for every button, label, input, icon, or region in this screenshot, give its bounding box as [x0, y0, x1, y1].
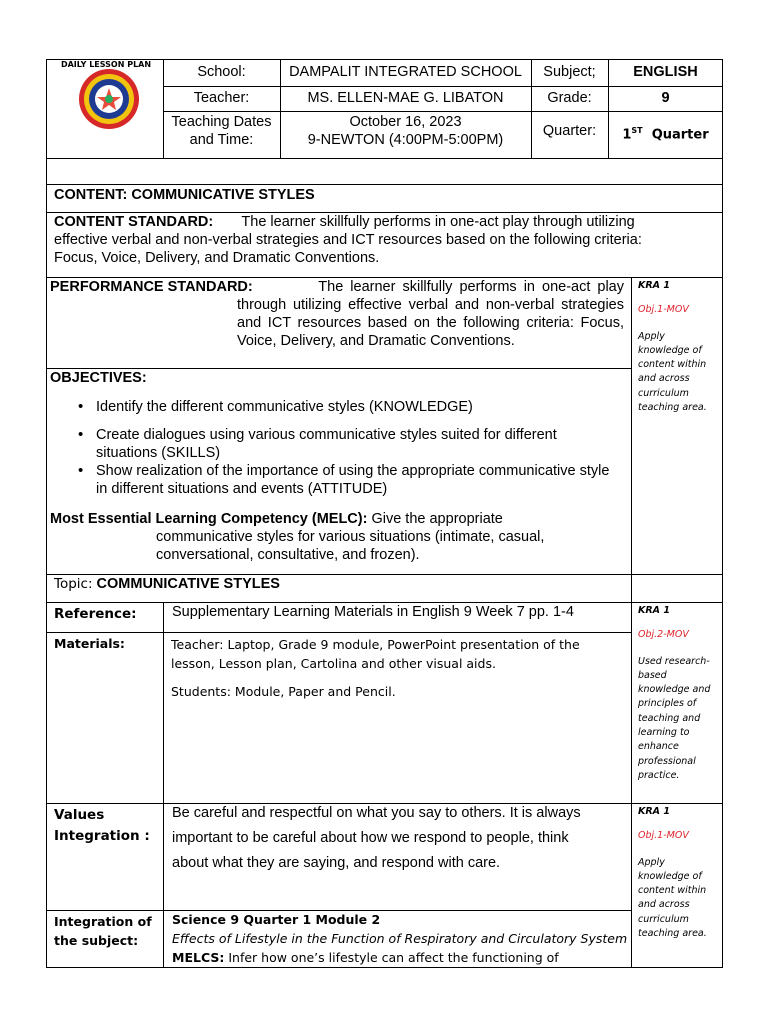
- objective-item: • Create dialogues using various communicative styles suited for different situations (SKILLS): [50, 426, 620, 462]
- reference-label: Reference:: [54, 606, 137, 622]
- school-seal-logo: [78, 68, 140, 130]
- grade-value: 9: [661, 90, 670, 106]
- teacher-label: Teacher:: [193, 90, 250, 106]
- materials-teacher: Teacher: Laptop, Grade 9 module, PowerPoint presentation of the lesson, Lesson plan, Cartolina and other visual aids.: [171, 637, 580, 671]
- content-title: CONTENT: COMMUNICATIVE STYLES: [54, 187, 315, 203]
- integration-label-line1: Integration of: [54, 914, 152, 929]
- kra-label: KRA 1: [638, 280, 670, 291]
- content-standard-text-3: Focus, Voice, Delivery, and Dramatic Conventions.: [54, 250, 380, 266]
- integration-label-line2: the subject:: [54, 933, 139, 948]
- values-label-line1: Values: [54, 807, 105, 823]
- values-text-1: Be careful and respectful on what you say to others. It is always: [172, 805, 581, 821]
- dates-value-line1: October 16, 2023: [349, 114, 462, 130]
- kra-note-1: [638, 279, 718, 415]
- kra-note-3: [638, 805, 718, 941]
- reference-value: Supplementary Learning Materials in English 9 Week 7 pp. 1-4: [172, 604, 574, 620]
- integration-title: Science 9 Quarter 1 Module 2: [172, 912, 381, 927]
- values-text-3: about what they are saying, and respond with care.: [172, 855, 501, 871]
- kra-description: Apply knowledge of content within and across curriculum teaching area.: [638, 330, 707, 414]
- objective-item: • Show realization of the importance of using the appropriate communicative style in different situations and events (ATTITUDE): [50, 462, 620, 498]
- content-standard: [54, 213, 635, 231]
- melc: [50, 510, 503, 528]
- integration-melcs-text: Infer how one’s lifestyle can affect the functioning of: [228, 950, 559, 965]
- objectives-list: [50, 398, 625, 498]
- quarter-word: Quarter: [651, 127, 709, 143]
- kra-note-2: [638, 604, 716, 783]
- subject-value: ENGLISH: [633, 64, 698, 80]
- quarter-number: 1: [622, 127, 632, 143]
- content-standard-text-1: The learner skillfully performs in one-act play through utilizing: [241, 214, 635, 230]
- dates-value-line2: 9-NEWTON (4:00PM-5:00PM): [307, 132, 504, 148]
- integration-melcs-label: MELCS:: [172, 950, 225, 965]
- performance-standard: [50, 278, 624, 296]
- objective-item: • Identify the different communicative styles (KNOWLEDGE): [50, 398, 625, 416]
- performance-standard-label: PERFORMANCE STANDARD:: [50, 279, 253, 295]
- kra-label: KRA 1: [638, 605, 670, 616]
- content-standard-text-2: effective verbal and non-verbal strategies and ICT resources based on the following criteria:: [54, 232, 642, 248]
- school-label: School:: [197, 64, 246, 80]
- quarter-value: [608, 122, 723, 144]
- school-value: DAMPALIT INTEGRATED SCHOOL: [289, 64, 522, 80]
- quarter-label: Quarter:: [542, 123, 597, 139]
- topic-label: Topic:: [54, 576, 93, 592]
- kra-label: KRA 1: [638, 806, 670, 817]
- dates-label-line2: and Time:: [189, 132, 254, 148]
- melc-text-2: communicative styles for various situations (intimate, casual,: [156, 529, 545, 545]
- integration-melcs: [172, 949, 559, 966]
- values-label-line2: Integration :: [54, 828, 150, 844]
- performance-standard-text-rest: through utilizing effective verbal and non-verbal strategies and ICT resources based on the following criteria: Focus, Voice, Delivery, and Dramatic Conventions.: [237, 297, 624, 349]
- teacher-value: MS. ELLEN-MAE G. LIBATON: [307, 90, 504, 106]
- mov-label: Obj.1-MOV: [638, 304, 689, 316]
- materials-students: Students: Module, Paper and Pencil.: [171, 684, 396, 699]
- mov-label: Obj.2-MOV: [638, 629, 689, 641]
- melc-text-1: Give the appropriate: [371, 511, 503, 527]
- subject-label: Subject;: [543, 64, 596, 80]
- topic-value: COMMUNICATIVE STYLES: [96, 576, 280, 592]
- topic: [54, 575, 280, 593]
- kra-description: Used research-based knowledge and principles of teaching and learning to enhance professional practice.: [638, 655, 711, 781]
- objectives-label: OBJECTIVES:: [50, 370, 147, 386]
- content-standard-label: CONTENT STANDARD:: [54, 214, 214, 230]
- materials-label: Materials:: [54, 636, 125, 651]
- values-text-2: important to be careful about how we respond to people, think: [172, 830, 569, 846]
- plan-title: DAILY LESSON PLAN: [60, 60, 152, 69]
- dates-label-line1: Teaching Dates: [171, 114, 272, 130]
- mov-label: Obj.1-MOV: [638, 830, 689, 842]
- quarter-suffix: ST: [631, 126, 643, 135]
- melc-text-3: conversational, consultative, and frozen).: [156, 547, 420, 563]
- kra-description: Apply knowledge of content within and across curriculum teaching area.: [638, 856, 707, 940]
- grade-label: Grade:: [547, 90, 592, 106]
- integration-subtitle: Effects of Lifestyle in the Function of Respiratory and Circulatory System: [172, 931, 628, 946]
- melc-label: Most Essential Learning Competency (MELC):: [50, 511, 368, 527]
- performance-standard-text-1: The learner skillfully performs in one-act play: [318, 279, 624, 295]
